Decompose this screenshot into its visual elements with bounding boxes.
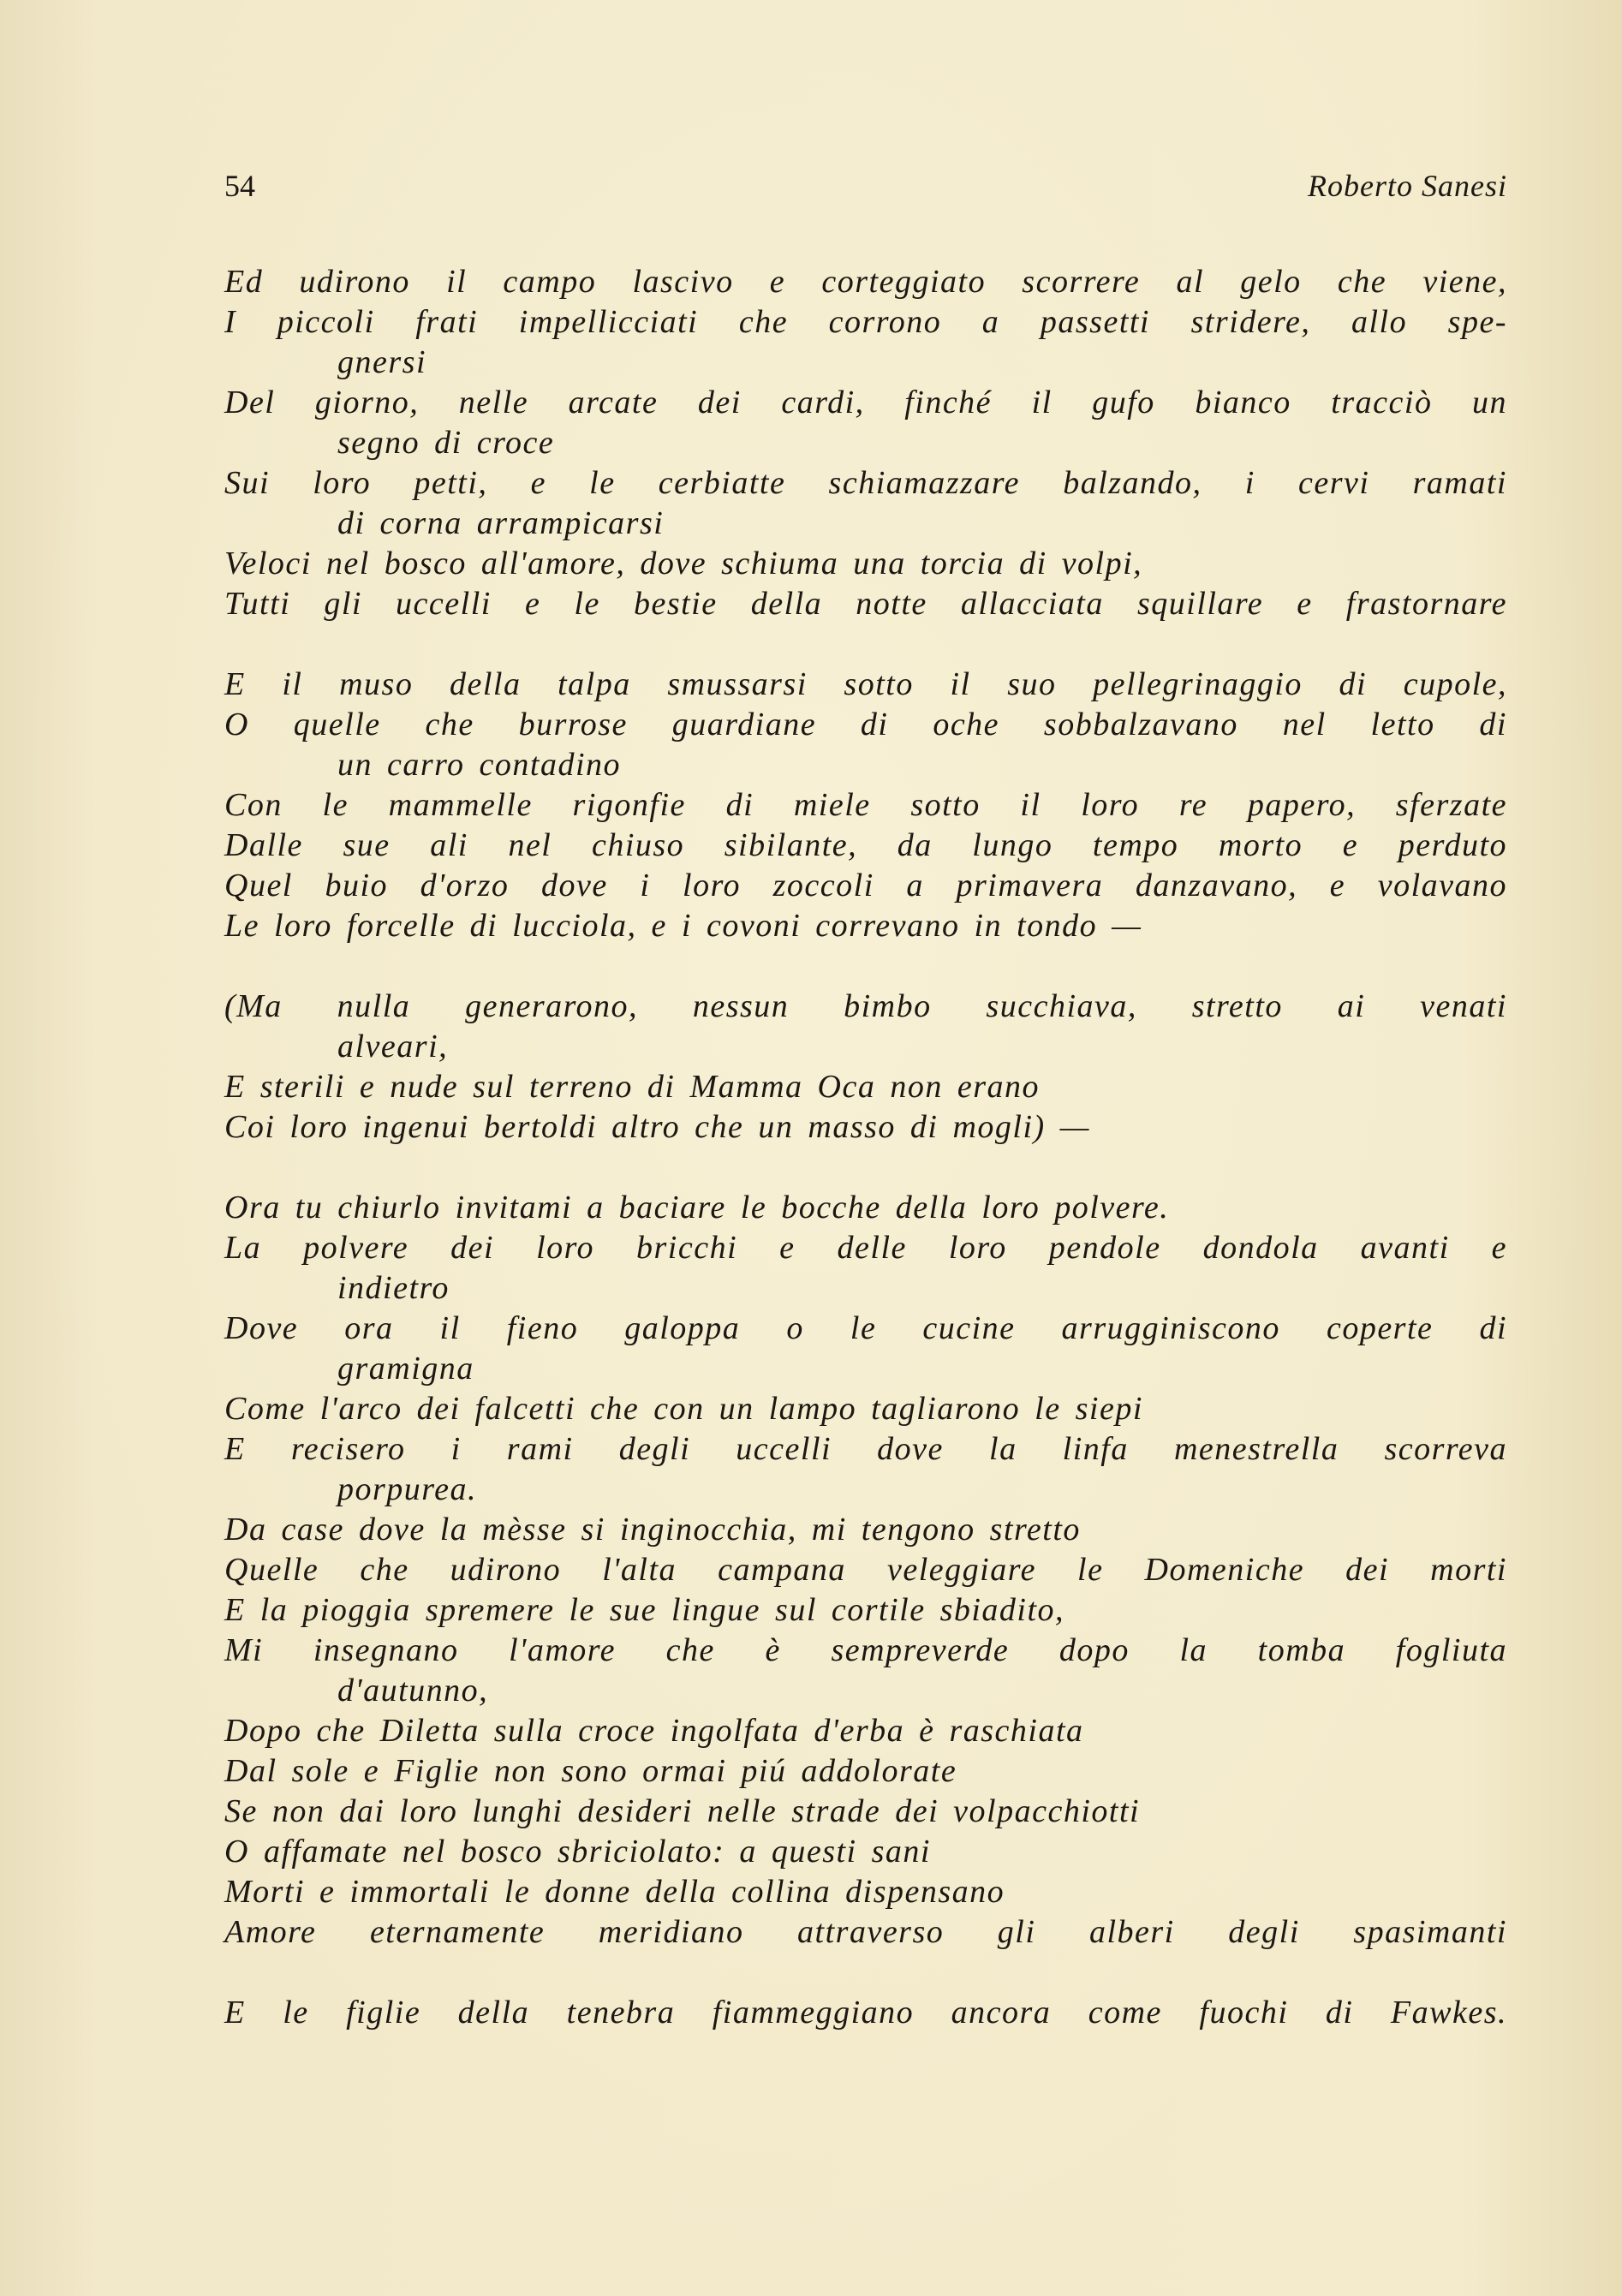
poem-line: Del giorno, nelle arcate dei cardi, finché il gufo bianco tracciò un (224, 385, 1507, 420)
stanza (224, 987, 1507, 1148)
poem-line: Dalle sue ali nel chiuso sibilante, da lungo tempo morto e perduto (224, 827, 1507, 863)
poem-line-continuation: d'autunno, (337, 1673, 489, 1709)
poem-line: Morti e immortali le donne della collina dispensano (224, 1874, 1005, 1910)
page-number: 54 (224, 169, 255, 203)
poem-line-continuation: di corna arrampicarsi (337, 505, 665, 541)
poem-line: Come l'arco dei falcetti che con un lampo tagliarono le siepi (224, 1391, 1143, 1427)
poem-line: E le figlie della tenebra fiammeggiano ancora come fuochi di Fawkes. (224, 1995, 1507, 2031)
poem-line: E il muso della talpa smussarsi sotto il suo pellegrinaggio di cupole, (224, 666, 1507, 702)
poem-line: O quelle che burrose guardiane di oche sobbalzavano nel letto di (224, 707, 1507, 742)
poem-line: Da case dove la mèsse si inginocchia, mi tengono stretto (224, 1512, 1081, 1548)
stanza (224, 1188, 1507, 1953)
stanza (224, 665, 1507, 946)
poem-line: E recisero i rami degli uccelli dove la linfa menestrella scorreva (224, 1431, 1507, 1467)
poem-line: Amore eternamente meridiano attraverso gli alberi degli spasimanti (224, 1914, 1507, 1950)
running-head-author: Roberto Sanesi (1308, 169, 1507, 203)
poem-line: Ora tu chiurlo invitami a baciare le bocche della loro polvere. (224, 1190, 1170, 1226)
poem-line: Le loro forcelle di lucciola, e i covoni correvano in tondo — (224, 908, 1142, 944)
poem-line-continuation: gramigna (337, 1351, 474, 1387)
poem-line-continuation: indietro (337, 1270, 450, 1306)
poem-line-continuation: alveari, (337, 1029, 449, 1065)
poem-line: Mi insegnano l'amore che è sempreverde dopo la tomba fogliuta (224, 1632, 1507, 1668)
page-header (224, 168, 1507, 211)
poem-line: E la pioggia spremere le sue lingue sul cortile sbiadito, (224, 1592, 1065, 1628)
poem-line: O affamate nel bosco sbriciolato: a questi sani (224, 1834, 931, 1870)
poem-line: Dopo che Diletta sulla croce ingolfata d'erba è raschiata (224, 1713, 1084, 1749)
stanza (224, 1993, 1507, 2033)
poem-line: Coi loro ingenui bertoldi altro che un masso di mogli) — (224, 1109, 1090, 1145)
poem-line: Se non dai loro lunghi desideri nelle strade dei volpacchiotti (224, 1793, 1141, 1829)
poem-line-continuation: gnersi (337, 344, 426, 380)
poem-line: I piccoli frati impellicciati che corrono a passetti stridere, allo spe- (224, 304, 1507, 340)
poem-line: E sterili e nude sul terreno di Mamma Oca non erano (224, 1069, 1040, 1105)
poem-line-continuation: segno di croce (337, 425, 555, 461)
poem-line: Quelle che udirono l'alta campana veleggiare le Domeniche dei morti (224, 1552, 1507, 1588)
poem-line: Veloci nel bosco all'amore, dove schiuma una torcia di volpi, (224, 546, 1143, 581)
poem-line: (Ma nulla generarono, nessun bimbo succhiava, stretto ai venati (224, 988, 1507, 1024)
poem-line: Sui loro petti, e le cerbiatte schiamazzare balzando, i cervi ramati (224, 465, 1507, 501)
poem-line: Tutti gli uccelli e le bestie della notte allacciata squillare e frastornare (224, 586, 1507, 622)
poem-line: Dove ora il fieno galoppa o le cucine arrugginiscono coperte di (224, 1310, 1507, 1346)
poem-body (224, 262, 1507, 2073)
poem-line: Ed udirono il campo lascivo e corteggiato scorrere al gelo che viene, (224, 264, 1507, 300)
stanza (224, 262, 1507, 624)
poem-line: Con le mammelle rigonfie di miele sotto il loro re papero, sferzate (224, 787, 1507, 823)
poem-line-continuation: un carro contadino (337, 747, 622, 783)
poem-line-continuation: porpurea. (337, 1471, 478, 1507)
poem-line: Dal sole e Figlie non sono ormai piú addolorate (224, 1753, 957, 1789)
poem-line: La polvere dei loro bricchi e delle loro pendole dondola avanti e (224, 1230, 1507, 1266)
poem-line: Quel buio d'orzo dove i loro zoccoli a primavera danzavano, e volavano (224, 868, 1507, 903)
